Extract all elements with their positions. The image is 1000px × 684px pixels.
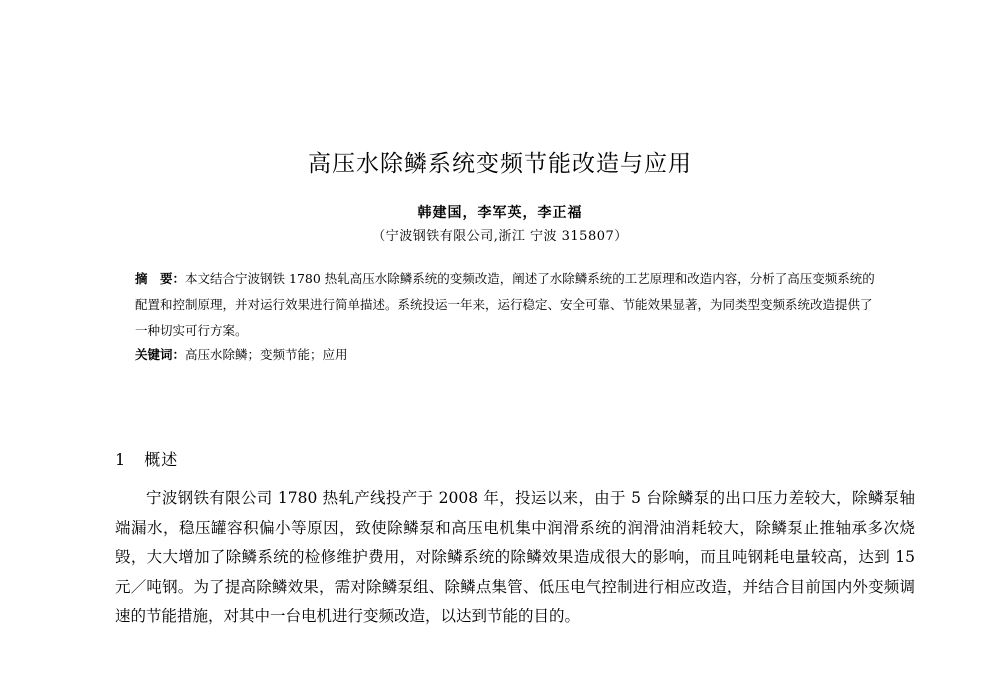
- author-list: 韩建国，李军英，李正福: [417, 205, 583, 221]
- paper-title: 高压水除鳞系统变频节能改造与应用: [308, 151, 692, 177]
- keywords-label: 关键词：: [135, 347, 186, 362]
- section-paragraph: 宁波钢铁有限公司 1780 热轧产线投产于 2008 年，投运以来，由于 5 台除鳞泵的出口压力差较大，除鳞泵轴端漏水，稳压罐容积偏小等原因，致使除鳞泵和高压电机集中润滑系统的润滑油消耗较大，除鳞泵止推轴承多次烧毁，大大增加了除鳞系统的检修维护费用，对除鳞系统的除鳞效果造成很大的影响，而且吨钢耗电量较高，达到 15 元／吨钢。为了提高除鳞效果，需对除鳞泵组、除鳞点集管、低压电气控制进行相应改造，并结合目前国内外变频调速的节能措施，对其中一台电机进行变频改造，以达到节能的目的。: [115, 489, 915, 625]
- section-title: 概述: [144, 450, 179, 469]
- abstract-text: 本文结合宁波钢铁 1780 热轧高压水除鳞系统的变频改造，阐述了水除鳞系统的工艺原理和改造内容，分析了高压变频系统的配置和控制原理，并对运行效果进行简单描述。系统投运一年来，运行稳定、安全可靠、节能效果显著，为同类型变频系统改造提供了一种切实可行方案。: [135, 271, 875, 338]
- keywords: [135, 342, 880, 368]
- author-affiliation: （宁波钢铁有限公司,浙江 宁波 315807）: [372, 229, 628, 244]
- section-number: 1: [115, 450, 127, 469]
- keywords-text: 高压水除鳞；变频节能；应用: [185, 347, 348, 362]
- section-heading: [115, 447, 178, 470]
- abstract: [135, 266, 880, 344]
- abstract-label: 摘 要：: [135, 271, 186, 286]
